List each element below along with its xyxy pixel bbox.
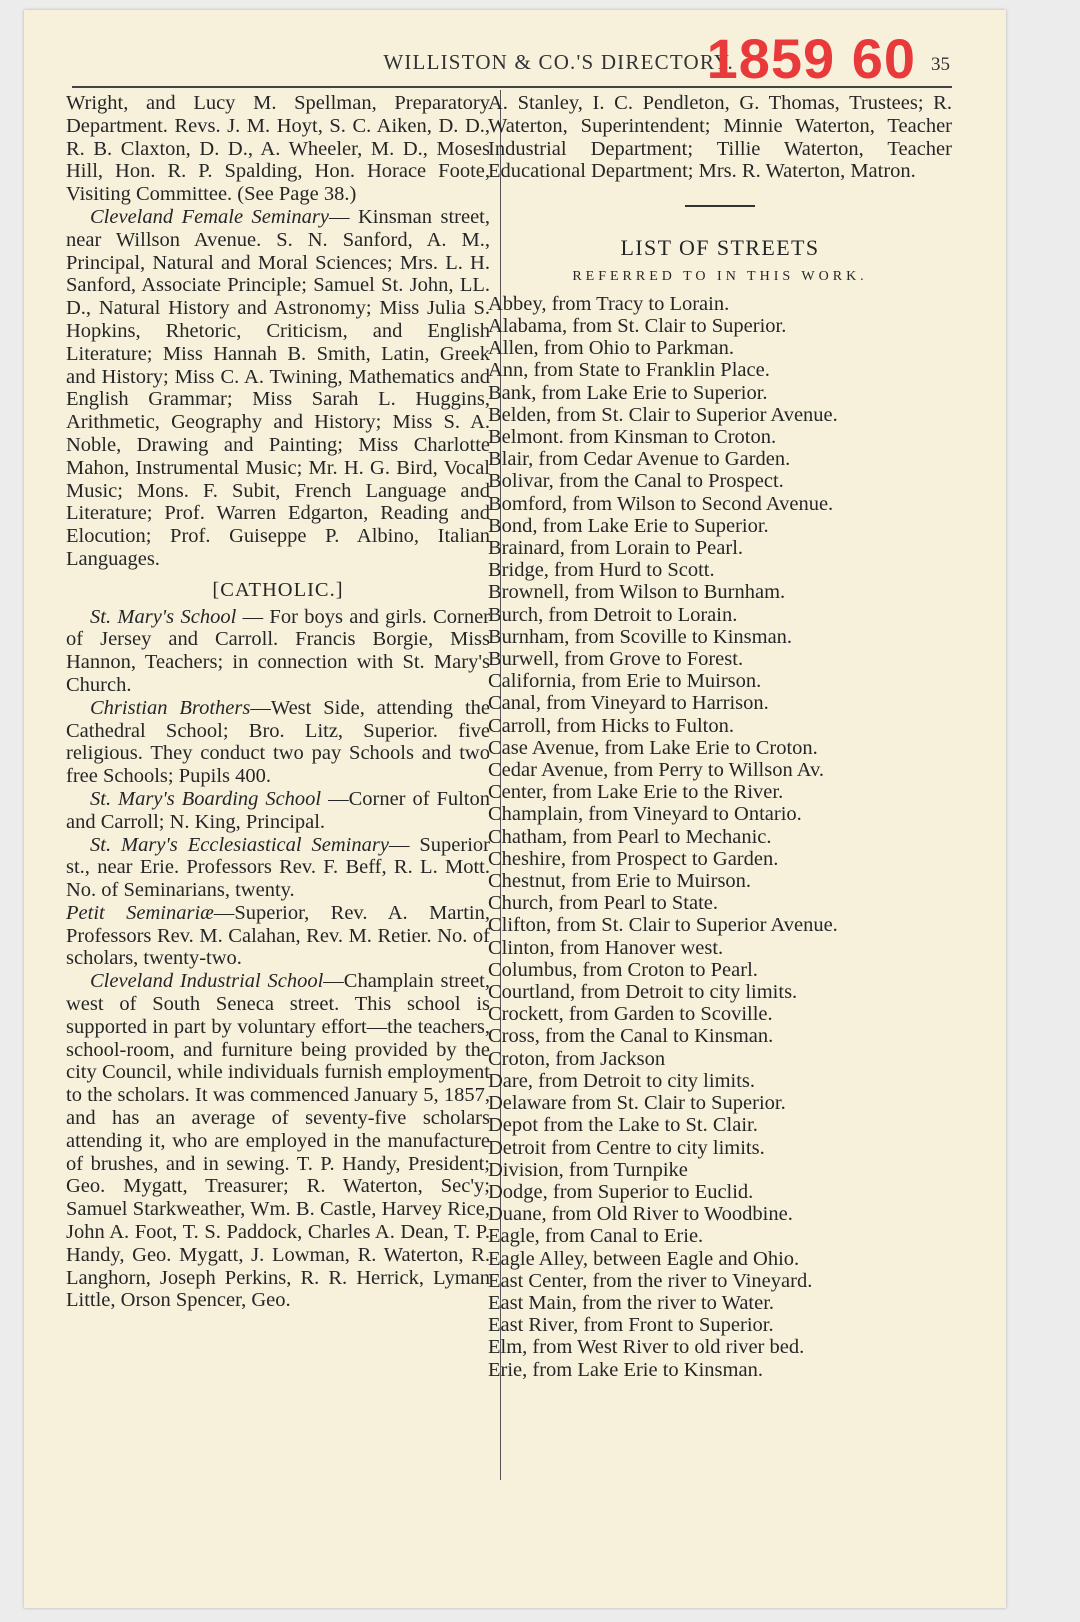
street-entry: Abbey, from Tracy to Lorain. — [488, 292, 730, 315]
header-title: WILLISTON & CO.'S DIRECTORY. — [383, 50, 734, 74]
street-entry: Allen, from Ohio to Parkman. — [488, 337, 734, 360]
street-entry: Croton, from Jackson — [488, 1047, 666, 1070]
entry-name: Petit Seminariæ — [66, 901, 214, 924]
street-entry: Duane, from Old River to Woodbine. — [488, 1203, 793, 1226]
street-entry: Cross, from the Canal to Kinsman. — [488, 1025, 774, 1048]
page-number: 35 — [931, 54, 950, 75]
street-entry: Carroll, from Hicks to Fulton. — [488, 714, 734, 737]
streets-heading: LIST OF STREETS — [620, 235, 820, 261]
entry-name: Cleveland Industrial School — [90, 970, 324, 993]
street-entry: East Center, from the river to Vineyard. — [488, 1269, 813, 1292]
street-entry: Crockett, from Garden to Scoville. — [488, 1003, 773, 1026]
street-entry: Elm, from West River to old river bed. — [488, 1336, 805, 1359]
entry-text: — Kinsman street, near Willson Avenue. S. N. Sanford, A. M., Principal, Natural and Moral Sciences; Mrs. L. H. Sanford, Associate Principle; Samuel St. John, LL. D., Natural History and Astronomy; Miss Julia S. Hopkins, Rhetoric, Criticism, and English Literature; Miss Hannah B. Smith, Latin, Greek and History; Miss C. A. Twining, Mathematics and English Grammar; Miss Sarah L. Huggins, Arithmetic, Geography and History; Miss S. A. Noble, Drawing and Painting; Miss Charlotte Mahon, Instrumental Music; Mr. H. G. Bird, Vocal Music; Mons. F. Subit, French Language and Literature; Prof. Warren Edgarton, Reading and Elocution; Prof. Guiseppe P. Albino, Italian Languages. — [66, 205, 490, 570]
entry-name: St. Mary's School — [90, 605, 237, 628]
street-entry: Brownell, from Wilson to Burnham. — [488, 581, 786, 604]
street-entry: Chatham, from Pearl to Mechanic. — [488, 825, 772, 848]
street-entry: Eagle Alley, between Eagle and Ohio. — [488, 1247, 800, 1270]
entry-name: St. Mary's Ecclesiastical Seminary — [90, 833, 389, 856]
street-entry: Clinton, from Hanover west. — [488, 936, 724, 959]
streets-subheading: REFERRED TO IN THIS WORK. — [572, 268, 868, 284]
entry-text: — Superior st., near Erie. Professors Rev. F. Beff, R. L. Mott. No. of Seminarians, twenty. — [66, 833, 490, 902]
street-list — [488, 293, 952, 1381]
street-entry: Blair, from Cedar Avenue to Garden. — [488, 448, 791, 471]
street-entry: Center, from Lake Erie to the River. — [488, 781, 784, 804]
header-rule — [72, 86, 952, 88]
intro-paragraph: Wright, and Lucy M. Spellman, Preparatory Department. Revs. J. M. Hoyt, S. C. Aiken, D. D., R. B. Claxton, D. D., A. Wheeler, M. D., Moses Hill, Hon. R. P. Spalding, Hon. Horace Foote, Visiting Committee. (See Page 38.) — [66, 92, 490, 206]
entry-petit-seminariae — [66, 902, 490, 970]
street-entry: Cedar Avenue, from Perry to Willson Av. — [488, 759, 825, 782]
street-entry: Depot from the Lake to St. Clair. — [488, 1114, 758, 1137]
street-entry: Champlain, from Vineyard to Ontario. — [488, 803, 802, 826]
street-entry: Ann, from State to Franklin Place. — [488, 359, 770, 382]
left-column — [66, 92, 490, 1312]
street-entry: Courtland, from Detroit to city limits. — [488, 981, 798, 1004]
section-rule — [685, 205, 755, 207]
street-entry: East River, from Front to Superior. — [488, 1314, 774, 1337]
street-entry: Bolivar, from the Canal to Prospect. — [488, 470, 784, 493]
entry-text: —West Side, attending the Cathedral School; Bro. Litz, Superior. five religious. They conduct two pay Schools and two free Schools; Pupils 400. — [66, 696, 490, 788]
catholic-heading: [CATHOLIC.] — [212, 578, 344, 601]
street-entry: Division, from Turnpike — [488, 1158, 688, 1181]
entry-name: Cleveland Female Seminary — [90, 205, 329, 228]
street-entry: Bank, from Lake Erie to Superior. — [488, 381, 768, 404]
continuation-paragraph: A. Stanley, I. C. Pendleton, G. Thomas, Trustees; R. Waterton, Superintendent; Minnie Waterton, Teacher Industrial Department; Tillie Waterton, Teacher Educational Department; Mrs. R. Waterton, Matron. — [488, 92, 952, 183]
street-entry: Detroit from Centre to city limits. — [488, 1136, 765, 1159]
street-entry: Case Avenue, from Lake Erie to Croton. — [488, 736, 818, 759]
street-entry: Burwell, from Grove to Forest. — [488, 648, 744, 671]
street-entry: Cheshire, from Prospect to Garden. — [488, 847, 779, 870]
street-entry: Belmont. from Kinsman to Croton. — [488, 426, 777, 448]
street-entry: California, from Erie to Muirson. — [488, 670, 762, 693]
street-entry: East Main, from the river to Water. — [488, 1291, 775, 1314]
entry-text: —Corner of Fulton and Carroll; N. King, Principal. — [66, 787, 490, 833]
entry-boarding-school — [66, 788, 490, 834]
street-entry: Belden, from St. Clair to Superior Avenue. — [488, 403, 838, 426]
entry-name: Christian Brothers — [90, 696, 251, 719]
street-entry: Dare, from Detroit to city limits. — [488, 1069, 756, 1092]
street-entry: Bond, from Lake Erie to Superior. — [488, 514, 769, 537]
street-entry: Chestnut, from Erie to Muirson. — [488, 870, 752, 893]
entry-female-seminary — [66, 206, 490, 571]
street-entry: Delaware from St. Clair to Superior. — [488, 1092, 786, 1115]
street-entry: Bridge, from Hurd to Scott. — [488, 559, 715, 582]
street-entry: Dodge, from Superior to Euclid. — [488, 1180, 754, 1203]
street-entry: Alabama, from St. Clair to Superior. — [488, 314, 787, 337]
entry-text: —Champlain street, west of South Seneca street. This school is supported in part by voluntary effort—the teachers, school-room, and furniture being provided by the city Council, while individuals furnish employment to the scholars. It was commenced January 5, 1857, and has an average of seventy-five scholars attending it, who are employed in the manufacture of brushes, and in sewing. T. P. Handy, President; Geo. Mygatt, Treasurer; R. Waterton, Sec'y; Samuel Starkweather, Wm. B. Castle, Harvey Rice, John A. Foot, T. S. Paddock, Charles A. Dean, T. P. Handy, Geo. Mygatt, J. Lowman, R. Waterton, R. Langhorn, Joseph Perkins, R. R. Herrick, Lyman Little, Orson Spencer, Geo. — [66, 970, 490, 1312]
entry-name: St. Mary's Boarding School — [90, 787, 322, 810]
entry-ecclesiastical-seminary — [66, 834, 490, 902]
street-entry: Eagle, from Canal to Erie. — [488, 1225, 704, 1248]
street-entry: Canal, from Vineyard to Harrison. — [488, 692, 769, 715]
entry-christian-brothers — [66, 697, 490, 788]
entry-text: — For boys and girls. Corner of Jersey and Carroll. Francis Borgie, Miss Hannon, Teachers; in connection with St. Mary's Church. — [66, 605, 490, 696]
directory-page — [24, 10, 1006, 1608]
right-column — [488, 92, 952, 1381]
street-entry: Erie, from Lake Erie to Kinsman. — [488, 1358, 763, 1381]
street-entry: Bomford, from Wilson to Second Avenue. — [488, 492, 834, 515]
page-header — [72, 27, 952, 90]
entry-industrial-school — [66, 970, 490, 1312]
street-entry: Burch, from Detroit to Lorain. — [488, 603, 738, 626]
year-stamp: 1859 60 — [706, 27, 916, 90]
street-entry: Burnham, from Scoville to Kinsman. — [488, 625, 793, 648]
entry-st-marys-school — [66, 606, 490, 697]
street-entry: Brainard, from Lorain to Pearl. — [488, 537, 744, 560]
entry-text: —Superior, Rev. A. Martin, Professors Rev. M. Calahan, Rev. M. Retier. No. of scholars, twenty-two. — [66, 901, 491, 970]
street-entry: Clifton, from St. Clair to Superior Avenue. — [488, 914, 838, 937]
street-entry: Columbus, from Croton to Pearl. — [488, 958, 758, 981]
street-entry: Church, from Pearl to State. — [488, 892, 719, 915]
